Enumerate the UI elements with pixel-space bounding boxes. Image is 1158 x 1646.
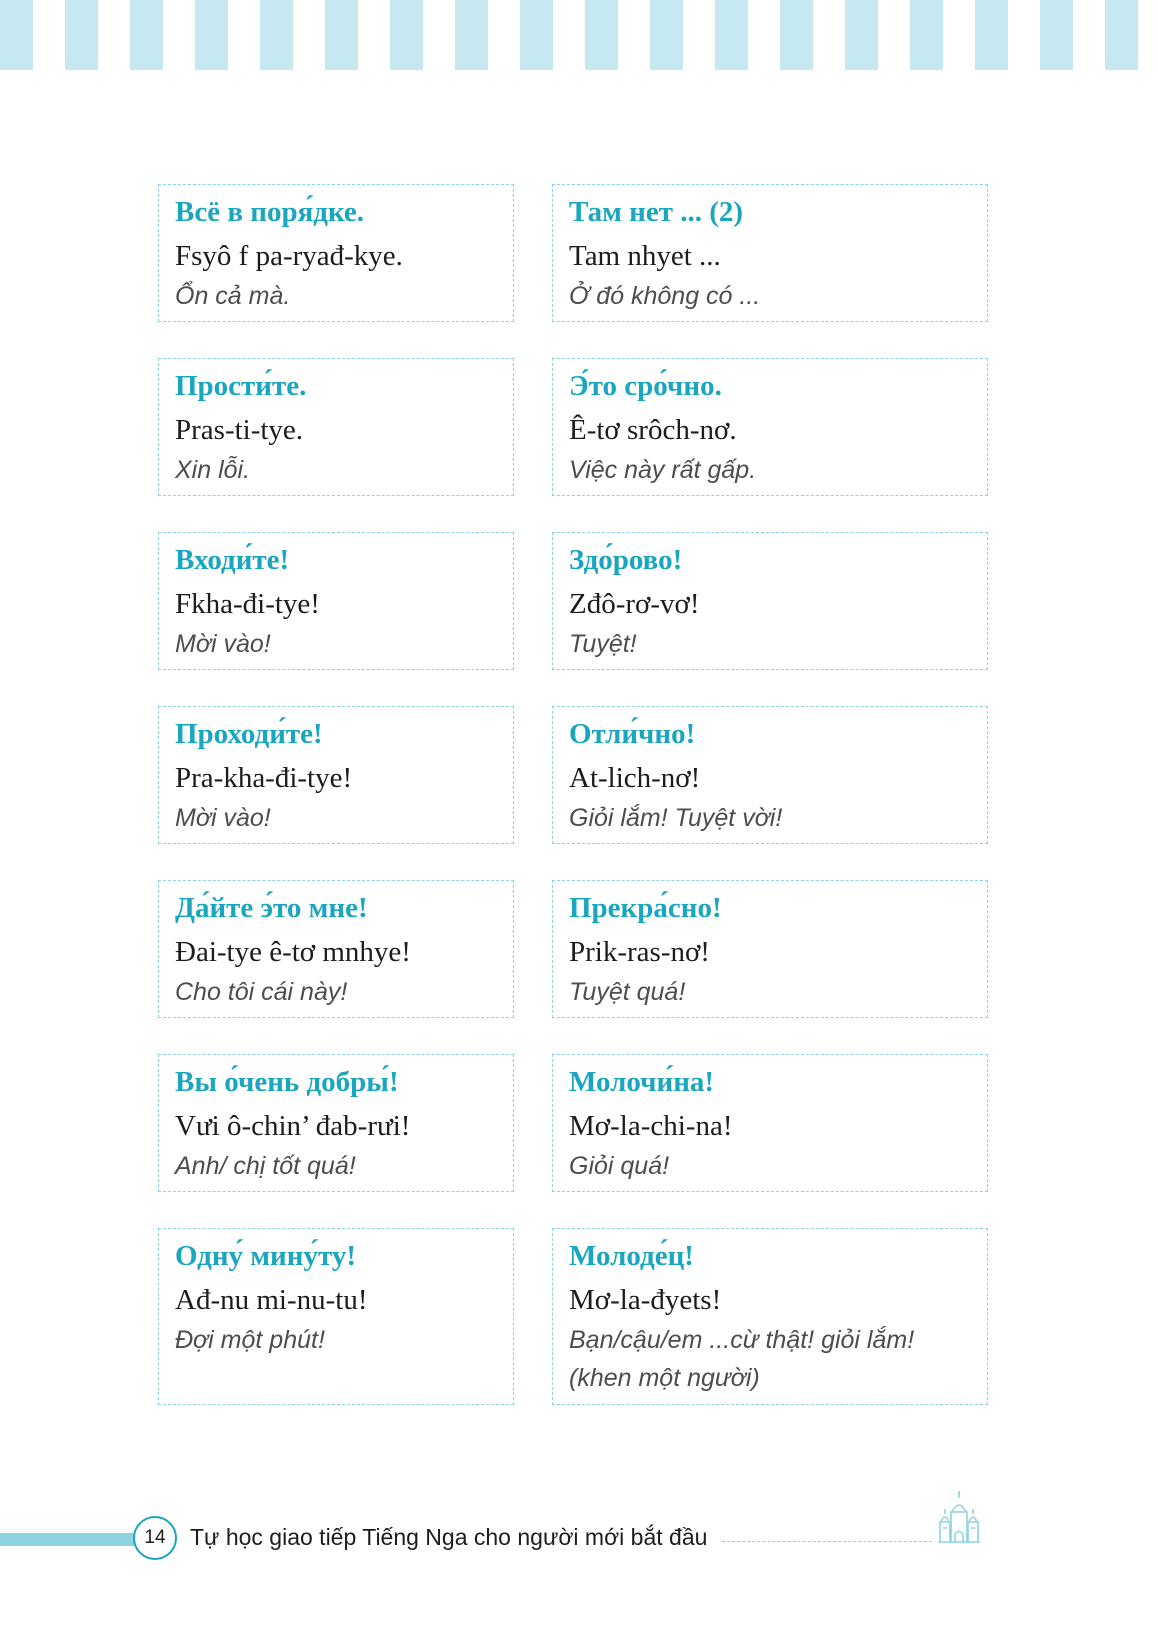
vietnamese-translation: Ổn cả mà. [175, 282, 291, 310]
vietnamese-translation: Ở đó không có ... [569, 282, 761, 310]
phrase-card [158, 1054, 514, 1192]
russian-phrase: Прекра́сно! [569, 892, 722, 924]
transliteration: Mơ-la-đyets! [569, 1284, 722, 1316]
phrase-card [158, 532, 514, 670]
footer-accent-bar [0, 1533, 140, 1546]
russian-phrase: Отли́чно! [569, 718, 696, 750]
phrase-card [552, 1054, 988, 1192]
russian-phrase: Молоде́ц! [569, 1240, 694, 1272]
transliteration: Đai-tye ê-tơ mnhye! [175, 936, 411, 968]
phrase-card [158, 1228, 514, 1405]
vietnamese-translation: Việc này rất gấp. [569, 456, 757, 484]
russian-phrase: Э́то сро́чно. [569, 370, 722, 402]
transliteration: Prik-ras-nơ! [569, 936, 710, 968]
vietnamese-translation: Giỏi lắm! Tuyệt vời! [569, 804, 783, 832]
phrase-card [158, 184, 514, 322]
russian-phrase: Прости́те. [175, 370, 307, 402]
phrase-card [158, 880, 514, 1018]
russian-phrase: Проходи́те! [175, 718, 323, 750]
phrase-card [552, 1228, 988, 1405]
russian-phrase: Молочи́на! [569, 1066, 715, 1098]
transliteration: Fkha-đi-tye! [175, 588, 320, 620]
transliteration: Pra-kha-đi-tye! [175, 762, 353, 794]
russian-phrase: Входи́те! [175, 544, 290, 576]
phrase-card [552, 880, 988, 1018]
transliteration: Vưi ô-chin’ đab-rưi! [175, 1110, 411, 1142]
phrase-card [158, 706, 514, 844]
transliteration: Tam nhyet ... [569, 240, 721, 272]
footer-divider [722, 1541, 932, 1542]
vietnamese-translation-note: (khen một người) [569, 1364, 760, 1392]
vietnamese-translation: Anh/ chị tốt quá! [175, 1152, 356, 1180]
vietnamese-translation: Giỏi quá! [569, 1152, 670, 1180]
vietnamese-translation: Đợi một phút! [175, 1326, 325, 1354]
vietnamese-translation: Tuyệt! [569, 630, 637, 658]
vietnamese-translation: Xin lỗi. [175, 456, 251, 484]
phrase-card [552, 532, 988, 670]
russian-phrase: Там нет ... (2) [569, 196, 744, 228]
vietnamese-translation: Tuyệt quá! [569, 978, 686, 1006]
phrase-card [552, 184, 988, 322]
vietnamese-translation: Mời vào! [175, 804, 271, 832]
russian-phrase: Здо́рово! [569, 544, 683, 576]
page-number: 14 [133, 1516, 177, 1560]
russian-phrase: Одну́ мину́ту! [175, 1240, 356, 1272]
vietnamese-translation: Mời vào! [175, 630, 271, 658]
transliteration: Ê-tơ srôch-nơ. [569, 414, 737, 446]
transliteration: Ađ-nu mi-nu-tu! [175, 1284, 368, 1316]
phrase-card [552, 358, 988, 496]
transliteration: Pras-ti-tye. [175, 414, 304, 446]
transliteration: At-lich-nơ! [569, 762, 701, 794]
vietnamese-translation: Cho tôi cái này! [175, 978, 348, 1006]
top-stripe-decoration [0, 0, 1158, 70]
transliteration: Mơ-la-chi-na! [569, 1110, 733, 1142]
russian-phrase: Да́йте э́то мне! [175, 892, 368, 924]
russian-phrase: Всё в поря́дке. [175, 196, 365, 228]
phrase-card [158, 358, 514, 496]
transliteration: Zđô-rơ-vơ! [569, 588, 700, 620]
russian-phrase: Вы о́чень добры́! [175, 1066, 399, 1098]
transliteration: Fsyô f pa-ryađ-kye. [175, 240, 403, 272]
kremlin-icon [934, 1488, 984, 1544]
phrase-card [552, 706, 988, 844]
vietnamese-translation: Bạn/cậu/em ...cừ thật! giỏi lắm! [569, 1326, 915, 1354]
book-title: Tự học giao tiếp Tiếng Nga cho người mới bắt đầu [190, 1524, 708, 1550]
